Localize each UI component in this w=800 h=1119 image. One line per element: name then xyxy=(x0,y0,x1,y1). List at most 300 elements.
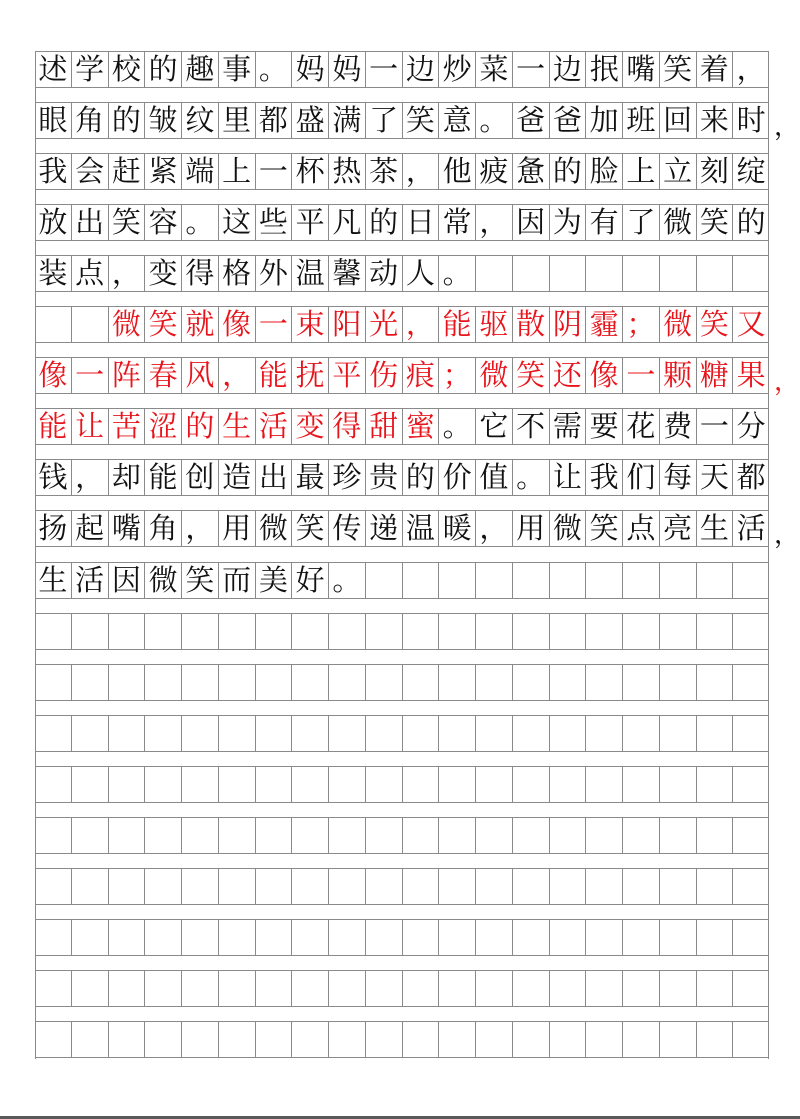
grid-row xyxy=(35,868,769,905)
grid-cell xyxy=(291,665,328,700)
grid-cell xyxy=(108,767,145,802)
grid-cell-character: 爸 xyxy=(549,103,586,138)
grid-cell-character: 的 xyxy=(365,205,402,240)
grid-cell-character: 加 xyxy=(585,103,622,138)
grid-row xyxy=(35,664,769,701)
grid-cell-character: 一 xyxy=(622,358,659,393)
grid-cell xyxy=(512,767,549,802)
grid-cell-character: 用 xyxy=(512,511,549,546)
grid-cell xyxy=(622,767,659,802)
grid-cell xyxy=(144,920,181,955)
grid-cell xyxy=(475,818,512,853)
grid-cell xyxy=(696,1022,733,1057)
grid-cell-character: ， xyxy=(475,205,512,240)
grid-cell-character: 我 xyxy=(38,154,68,189)
grid-cell xyxy=(659,563,696,598)
grid-cell xyxy=(402,665,439,700)
grid-cell xyxy=(549,563,586,598)
grid-cell-character: 又 xyxy=(732,307,769,342)
grid-cell xyxy=(328,665,365,700)
grid-cell-character: 纹 xyxy=(181,103,218,138)
grid-cell xyxy=(181,716,218,751)
grid-row xyxy=(35,102,769,139)
grid-cell xyxy=(732,614,769,649)
grid-cell xyxy=(35,818,71,853)
grid-cell-character: 它 xyxy=(475,409,512,444)
grid-cell-character: 。 xyxy=(328,563,365,598)
grid-cell-character: 笑 xyxy=(402,103,439,138)
grid-cell xyxy=(512,920,549,955)
grid-cell xyxy=(438,869,475,904)
grid-cell-character: 颗 xyxy=(659,358,696,393)
grid-cell xyxy=(622,665,659,700)
grid-cell xyxy=(218,818,255,853)
grid-cell xyxy=(108,1022,145,1057)
grid-cell-character: 趣 xyxy=(181,52,218,87)
grid-cell xyxy=(696,818,733,853)
grid-cell-character: 春 xyxy=(144,358,181,393)
grid-cell xyxy=(35,614,71,649)
grid-cell-character: 分 xyxy=(732,409,769,444)
grid-cell-character: 痕 xyxy=(402,358,439,393)
grid-cell-character: 像 xyxy=(218,307,255,342)
grid-cell-character: 笑 xyxy=(696,205,733,240)
grid-cell xyxy=(181,1022,218,1057)
grid-row xyxy=(35,613,769,650)
grid-cell xyxy=(181,767,218,802)
grid-cell xyxy=(402,767,439,802)
grid-cell xyxy=(659,869,696,904)
grid-cell-character: 格 xyxy=(218,256,255,291)
grid-cell-character: 微 xyxy=(549,511,586,546)
grid-cell xyxy=(402,869,439,904)
grid-cell xyxy=(475,614,512,649)
grid-cell-character: 微 xyxy=(255,511,292,546)
grid-cell xyxy=(291,614,328,649)
grid-cell xyxy=(108,665,145,700)
grid-cell-character: 人 xyxy=(402,256,439,291)
grid-cell-character: 的 xyxy=(181,409,218,444)
grid-cell-character: 馨 xyxy=(328,256,365,291)
grid-cell xyxy=(438,971,475,1006)
grid-cell xyxy=(402,716,439,751)
grid-cell-character: 不 xyxy=(512,409,549,444)
grid-cell xyxy=(696,869,733,904)
grid-cell xyxy=(291,716,328,751)
grid-cell xyxy=(549,256,586,291)
grid-cell-character: 绽 xyxy=(732,154,769,189)
grid-cell-character: 疲 xyxy=(475,154,512,189)
grid-cell xyxy=(696,614,733,649)
grid-cell-character: 费 xyxy=(659,409,696,444)
grid-cell xyxy=(549,1022,586,1057)
grid-cell xyxy=(438,767,475,802)
grid-cell xyxy=(365,818,402,853)
grid-cell-character: 出 xyxy=(71,205,108,240)
grid-cell-character: 我 xyxy=(585,460,622,495)
grid-cell xyxy=(659,818,696,853)
grid-cell-character: 了 xyxy=(622,205,659,240)
grid-cell xyxy=(291,869,328,904)
grid-cell xyxy=(585,614,622,649)
grid-cell xyxy=(696,716,733,751)
grid-cell xyxy=(218,716,255,751)
grid-cell xyxy=(144,614,181,649)
grid-cell-character: 因 xyxy=(512,205,549,240)
grid-cell-character: 笑 xyxy=(108,205,145,240)
grid-cell xyxy=(622,1022,659,1057)
grid-cell-character: 的 xyxy=(108,103,145,138)
grid-cell-character: 散 xyxy=(512,307,549,342)
grid-row xyxy=(35,1021,769,1058)
grid-cell-character: ， xyxy=(181,511,218,546)
grid-cell xyxy=(35,971,71,1006)
grid-cell-character: ， xyxy=(218,358,255,393)
grid-cell xyxy=(402,818,439,853)
grid-cell xyxy=(438,716,475,751)
grid-cell xyxy=(549,614,586,649)
grid-cell xyxy=(181,869,218,904)
grid-cell xyxy=(255,767,292,802)
grid-cell-character: 需 xyxy=(549,409,586,444)
grid-row xyxy=(35,255,769,292)
grid-cell-character: 日 xyxy=(402,205,439,240)
grid-cell-character: 扬 xyxy=(38,511,68,546)
grid-cell xyxy=(549,971,586,1006)
grid-cell xyxy=(732,971,769,1006)
grid-cell-character: 甜 xyxy=(365,409,402,444)
grid-cell xyxy=(732,665,769,700)
grid-cell-character: 造 xyxy=(218,460,255,495)
grid-cell-character: 的 xyxy=(732,205,769,240)
grid-cell xyxy=(659,716,696,751)
grid-cell xyxy=(732,920,769,955)
grid-cell-character: 微 xyxy=(108,307,145,342)
grid-cell xyxy=(622,614,659,649)
grid-cell xyxy=(659,1022,696,1057)
grid-cell-character: 值 xyxy=(475,460,512,495)
grid-cell xyxy=(512,1022,549,1057)
grid-cell-character: 杯 xyxy=(291,154,328,189)
grid-cell xyxy=(35,767,71,802)
grid-cell-character: 热 xyxy=(328,154,365,189)
grid-cell xyxy=(255,614,292,649)
grid-cell-character: 着 xyxy=(696,52,733,87)
grid-cell-character: 常 xyxy=(438,205,475,240)
grid-cell-character: 端 xyxy=(181,154,218,189)
grid-cell xyxy=(218,920,255,955)
grid-cell-character: 茶 xyxy=(365,154,402,189)
grid-cell xyxy=(549,716,586,751)
grid-cell xyxy=(732,1022,769,1057)
grid-cell-character: 笑 xyxy=(585,511,622,546)
grid-cell xyxy=(328,767,365,802)
grid-cell-character: 果 xyxy=(732,358,769,393)
grid-cell-character: 微 xyxy=(659,307,696,342)
grid-cell-character: 最 xyxy=(291,460,328,495)
grid-row xyxy=(35,408,769,445)
grid-cell-character: ， xyxy=(71,460,108,495)
grid-cell xyxy=(71,767,108,802)
grid-cell xyxy=(108,971,145,1006)
grid-cell xyxy=(108,614,145,649)
grid-cell xyxy=(71,716,108,751)
grid-cell xyxy=(402,614,439,649)
grid-row xyxy=(35,204,769,241)
grid-cell xyxy=(328,920,365,955)
grid-cell-character: 像 xyxy=(38,358,68,393)
grid-cell-character: 们 xyxy=(622,460,659,495)
grid-cell-character: 还 xyxy=(549,358,586,393)
grid-cell-character: 皱 xyxy=(144,103,181,138)
grid-cell-character: 花 xyxy=(622,409,659,444)
grid-cell-character: ； xyxy=(622,307,659,342)
grid-cell-character: 意 xyxy=(438,103,475,138)
grid-cell-character: 束 xyxy=(291,307,328,342)
grid-cell-character: 像 xyxy=(585,358,622,393)
grid-cell xyxy=(475,716,512,751)
grid-cell xyxy=(144,869,181,904)
grid-cell-character: 递 xyxy=(365,511,402,546)
grid-row xyxy=(35,357,769,394)
grid-cell-character: 微 xyxy=(659,205,696,240)
grid-cell-character: ， xyxy=(732,52,769,87)
grid-cell xyxy=(475,665,512,700)
grid-cell-character: 了 xyxy=(365,103,402,138)
grid-cell xyxy=(475,920,512,955)
grid-cell-character: 得 xyxy=(328,409,365,444)
grid-cell xyxy=(585,256,622,291)
grid-cell xyxy=(585,869,622,904)
grid-row xyxy=(35,510,769,547)
grid-cell-character: 笑 xyxy=(512,358,549,393)
grid-cell xyxy=(549,920,586,955)
grid-cell-character: 嘴 xyxy=(622,52,659,87)
grid-cell-indent xyxy=(71,307,108,342)
grid-cell-character: ， xyxy=(402,154,439,189)
grid-cell-character: 涩 xyxy=(144,409,181,444)
grid-cell-character: 这 xyxy=(218,205,255,240)
grid-cell-character: 温 xyxy=(402,511,439,546)
grid-cell xyxy=(402,1022,439,1057)
grid-cell-character: 笑 xyxy=(291,511,328,546)
grid-cell-character: ， xyxy=(402,307,439,342)
grid-cell-character: 一 xyxy=(71,358,108,393)
grid-cell xyxy=(181,920,218,955)
grid-cell-character: 都 xyxy=(255,103,292,138)
grid-cell-character: 笑 xyxy=(696,307,733,342)
grid-cell xyxy=(181,665,218,700)
grid-cell-character: 糖 xyxy=(696,358,733,393)
grid-cell xyxy=(71,665,108,700)
grid-cell xyxy=(585,665,622,700)
grid-cell xyxy=(512,665,549,700)
grid-cell xyxy=(585,563,622,598)
grid-cell xyxy=(255,920,292,955)
grid-cell xyxy=(696,665,733,700)
grid-cell xyxy=(108,716,145,751)
grid-cell xyxy=(732,767,769,802)
grid-row xyxy=(35,970,769,1007)
composition-grid-paper xyxy=(35,51,769,1059)
grid-cell-character: 好 xyxy=(291,563,328,598)
grid-cell xyxy=(291,920,328,955)
grid-cell-character: 容 xyxy=(144,205,181,240)
grid-cell-character: 天 xyxy=(696,460,733,495)
grid-cell xyxy=(291,818,328,853)
grid-cell-character: 边 xyxy=(549,52,586,87)
grid-row xyxy=(35,459,769,496)
grid-cell xyxy=(402,563,439,598)
grid-cell-character: 微 xyxy=(475,358,512,393)
grid-cell xyxy=(549,767,586,802)
grid-cell-character: 要 xyxy=(585,409,622,444)
grid-cell-character: 蜜 xyxy=(402,409,439,444)
grid-cell-character: 让 xyxy=(549,460,586,495)
grid-cell xyxy=(438,614,475,649)
grid-cell xyxy=(144,818,181,853)
grid-cell-character: 班 xyxy=(622,103,659,138)
grid-cell xyxy=(622,971,659,1006)
grid-cell xyxy=(696,767,733,802)
grid-cell-character: 生 xyxy=(38,562,68,597)
grid-cell-character: 的 xyxy=(402,460,439,495)
grid-row xyxy=(35,306,769,343)
grid-cell-character: 有 xyxy=(585,205,622,240)
grid-cell xyxy=(291,767,328,802)
grid-cell-character: 活 xyxy=(71,563,108,598)
grid-cell-character: 点 xyxy=(622,511,659,546)
grid-cell xyxy=(585,920,622,955)
grid-cell xyxy=(218,869,255,904)
grid-cell xyxy=(512,256,549,291)
grid-cell xyxy=(659,920,696,955)
grid-cell-character: 上 xyxy=(218,154,255,189)
grid-cell-character: 光 xyxy=(365,307,402,342)
grid-cell-character: 活 xyxy=(732,511,769,546)
grid-cell xyxy=(659,614,696,649)
grid-cell xyxy=(622,563,659,598)
grid-cell xyxy=(35,869,71,904)
grid-cell-character: 。 xyxy=(181,205,218,240)
grid-cell xyxy=(328,869,365,904)
grid-cell-character: 事 xyxy=(218,52,255,87)
grid-cell-character: 都 xyxy=(732,460,769,495)
grid-cell xyxy=(71,818,108,853)
grid-cell xyxy=(35,716,71,751)
grid-cell-character: 述 xyxy=(38,52,68,86)
grid-cell xyxy=(696,920,733,955)
grid-cell-character: 装 xyxy=(38,256,68,291)
grid-cell-character: 惫 xyxy=(512,154,549,189)
grid-cell xyxy=(144,971,181,1006)
grid-cell-character: 爸 xyxy=(512,103,549,138)
grid-row xyxy=(35,51,769,88)
grid-cell-character: 满 xyxy=(328,103,365,138)
grid-cell xyxy=(35,920,71,955)
grid-cell-character: 价 xyxy=(438,460,475,495)
grid-cell xyxy=(438,563,475,598)
grid-cell-character: ； xyxy=(438,358,475,393)
grid-cell-character: 伤 xyxy=(365,358,402,393)
grid-cell xyxy=(659,971,696,1006)
grid-cell-character: 菜 xyxy=(475,52,512,87)
grid-cell-character: 角 xyxy=(144,511,181,546)
grid-cell xyxy=(35,1022,71,1057)
grid-cell xyxy=(108,920,145,955)
grid-cell xyxy=(291,971,328,1006)
grid-cell-character: 凡 xyxy=(328,205,365,240)
grid-cell xyxy=(475,1022,512,1057)
grid-cell-character: 回 xyxy=(659,103,696,138)
grid-cell-character: 盛 xyxy=(291,103,328,138)
grid-cell-character: 而 xyxy=(218,563,255,598)
grid-cell-character: 变 xyxy=(291,409,328,444)
grid-cell-character: 学 xyxy=(71,52,108,87)
grid-cell-character: 嘴 xyxy=(108,511,145,546)
grid-cell-character: 一 xyxy=(696,409,733,444)
grid-cell-character: 笑 xyxy=(659,52,696,87)
grid-cell-character: 抿 xyxy=(585,52,622,87)
grid-cell-character: 他 xyxy=(438,154,475,189)
grid-cell xyxy=(475,767,512,802)
grid-cell-character: 让 xyxy=(71,409,108,444)
grid-cell xyxy=(585,1022,622,1057)
grid-cell-character: 美 xyxy=(255,563,292,598)
grid-cell-character: 就 xyxy=(181,307,218,342)
grid-cell-character: 能 xyxy=(38,409,68,444)
grid-cell xyxy=(622,818,659,853)
grid-cell-character: 放 xyxy=(38,205,68,240)
grid-cell xyxy=(659,256,696,291)
grid-cell xyxy=(696,256,733,291)
grid-cell xyxy=(71,614,108,649)
grid-cell-character: 阵 xyxy=(108,358,145,393)
grid-cell-character: 得 xyxy=(181,256,218,291)
grid-cell-character: 脸 xyxy=(585,154,622,189)
grid-cell-character: 立 xyxy=(659,154,696,189)
grid-cell xyxy=(512,563,549,598)
grid-cell-character: 霾 xyxy=(585,307,622,342)
grid-cell-character: 刻 xyxy=(696,154,733,189)
grid-cell xyxy=(549,665,586,700)
grid-cell-character: 来 xyxy=(696,103,733,138)
grid-cell xyxy=(549,818,586,853)
grid-cell xyxy=(181,614,218,649)
grid-cell-character: 角 xyxy=(71,103,108,138)
grid-cell-character: 边 xyxy=(402,52,439,87)
margin-punctuation: ， xyxy=(774,367,800,398)
grid-cell xyxy=(255,971,292,1006)
grid-cell-character: 一 xyxy=(255,307,292,342)
grid-cell-character: 亮 xyxy=(659,511,696,546)
grid-cell xyxy=(218,971,255,1006)
grid-cell xyxy=(438,1022,475,1057)
grid-cell-character: 动 xyxy=(365,256,402,291)
grid-cell xyxy=(365,665,402,700)
grid-cell xyxy=(475,256,512,291)
grid-cell-character: 时 xyxy=(732,103,769,138)
grid-cell-character: 些 xyxy=(255,205,292,240)
grid-cell-character: 紧 xyxy=(144,154,181,189)
grid-cell-character: 。 xyxy=(438,256,475,291)
grid-cell-character: 出 xyxy=(255,460,292,495)
grid-cell xyxy=(365,1022,402,1057)
grid-cell xyxy=(108,818,145,853)
grid-cell-character: 笑 xyxy=(181,563,218,598)
grid-cell-character: 上 xyxy=(622,154,659,189)
grid-cell xyxy=(255,665,292,700)
